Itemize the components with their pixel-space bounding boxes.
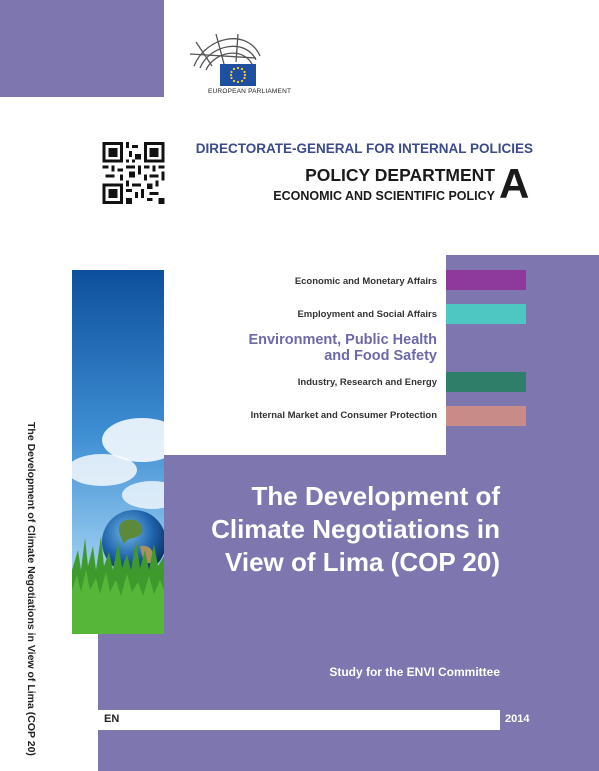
qr-code-icon [102,142,165,204]
lower-left-color-block [98,634,164,771]
environment-line-1: Environment, Public Health [248,332,437,348]
title-line-1: The Development of [251,481,500,511]
category-industry-research: Industry, Research and Energy [297,377,437,388]
policy-department-title: POLICY DEPARTMENT [305,165,495,185]
document-title [172,480,500,579]
directorate-title: DIRECTORATE-GENERAL FOR INTERNAL POLICIES [195,141,533,156]
title-line-2: Climate Negotiations in [211,514,500,544]
category-bar-industry-research [446,372,526,392]
category-bar-economic-monetary [446,270,526,290]
institution-name: EUROPEAN PARLIAMENT [208,88,292,95]
category-bar-employment-social [446,304,526,324]
environment-line-2: and Food Safety [324,348,437,364]
spine-title: The Development of Climate Negotiations in View of Lima (COP 20) [25,422,37,756]
category-bar-internal-market [446,406,526,426]
category-environment-highlighted [200,332,437,364]
category-economic-monetary: Economic and Monetary Affairs [294,276,437,287]
department-area: ECONOMIC AND SCIENTIFIC POLICY [273,189,495,203]
category-employment-social: Employment and Social Affairs [297,309,437,320]
top-left-color-block [0,0,164,97]
earth-grass-photo [72,270,164,634]
language-bar [98,710,500,730]
department-letter: A [499,160,530,207]
document-subtitle: Study for the ENVI Committee [329,665,500,679]
publication-year: 2014 [505,713,530,725]
title-line-3: View of Lima (COP 20) [224,547,500,577]
category-internal-market: Internal Market and Consumer Protection [250,410,437,421]
language-code: EN [104,713,120,725]
